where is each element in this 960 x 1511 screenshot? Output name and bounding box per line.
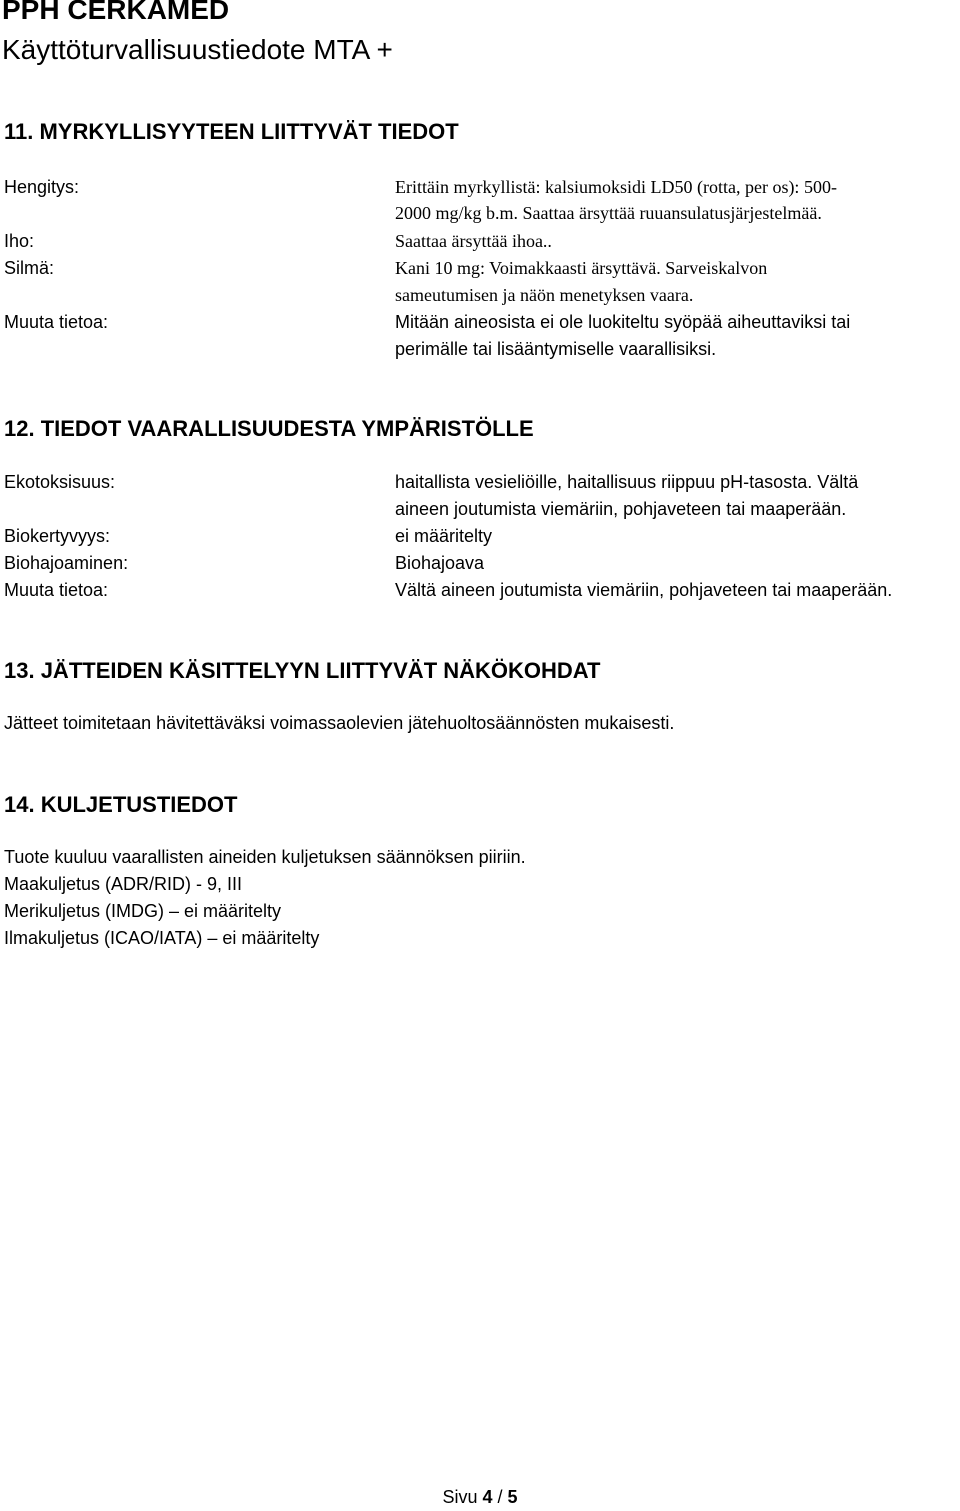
section-12-heading: 12. TIEDOT VAARALLISUUDESTA YMPÄRISTÖLLE (4, 416, 534, 441)
value-muuta-tietoa-11-line-2: perimälle tai lisääntymiselle vaarallisiksi. (395, 339, 717, 359)
label-biohajoaminen: Biohajoaminen: (4, 553, 129, 573)
value-biokertyvyys: ei määritelty (395, 526, 493, 546)
footer-total-pages: 5 (507, 1487, 518, 1507)
value-ekotoksisuus-line-2: aineen joutumista viemäriin, pohjaveteen tai maaperään. (395, 499, 847, 519)
page-footer (0, 1487, 960, 1508)
company-name: PPH CERKAMED (2, 0, 230, 25)
value-muuta-tietoa-12: Vältä aineen joutumista viemäriin, pohjaveteen tai maaperään. (395, 580, 893, 600)
transport-line-2: Maakuljetus (ADR/RID) - 9, III (4, 874, 243, 894)
value-silma-line-1: Kani 10 mg: Voimakkaasti ärsyttävä. Sarveiskalvon (395, 258, 768, 278)
value-silma-line-2: sameutumisen ja näön menetyksen vaara. (395, 285, 694, 305)
value-ekotoksisuus-line-1: haitallista vesieliöille, haitallisuus riippuu pH-tasosta. Vältä (395, 472, 859, 492)
value-hengitys-line-1: Erittäin myrkyllistä: kalsiumoksidi LD50 (rotta, per os): 500- (395, 177, 837, 197)
transport-line-3: Merikuljetus (IMDG) – ei määritelty (4, 901, 282, 921)
section-14-heading: 14. KULJETUSTIEDOT (4, 792, 238, 817)
value-biohajoaminen: Biohajoava (395, 553, 485, 573)
label-muuta-tietoa-11: Muuta tietoa: (4, 312, 109, 332)
value-hengitys-line-2: 2000 mg/kg b.m. Saattaa ärsyttää ruuansulatusjärjestelmää. (395, 203, 822, 223)
document-title: Käyttöturvallisuustiedote MTA + (2, 34, 393, 65)
label-hengitys: Hengitys: (4, 177, 80, 197)
transport-line-4: Ilmakuljetus (ICAO/IATA) – ei määritelty (4, 928, 320, 948)
value-iho: Saattaa ärsyttää ihoa.. (395, 231, 552, 251)
value-muuta-tietoa-11-line-1: Mitään aineosista ei ole luokiteltu syöpää aiheuttaviksi tai (395, 312, 851, 332)
footer-separator: / (497, 1487, 503, 1507)
section-11-heading: 11. MYRKYLLISYYTEEN LIITTYVÄT TIEDOT (4, 119, 459, 144)
label-muuta-tietoa-12: Muuta tietoa: (4, 580, 109, 600)
label-biokertyvyys: Biokertyvyys: (4, 526, 111, 546)
section-13-text: Jätteet toimitetaan hävitettäväksi voimassaolevien jätehuoltosäännösten mukaisesti. (4, 713, 675, 733)
footer-prefix: Sivu (442, 1487, 478, 1507)
label-ekotoksisuus: Ekotoksisuus: (4, 472, 116, 492)
label-iho: Iho: (4, 231, 35, 251)
label-silma: Silmä: (4, 258, 55, 278)
footer-current-page: 4 (482, 1487, 493, 1507)
transport-line-1: Tuote kuuluu vaarallisten aineiden kuljetuksen säännöksen piiriin. (4, 847, 526, 867)
section-13-heading: 13. JÄTTEIDEN KÄSITTELYYN LIITTYVÄT NÄKÖKOHDAT (4, 658, 601, 683)
